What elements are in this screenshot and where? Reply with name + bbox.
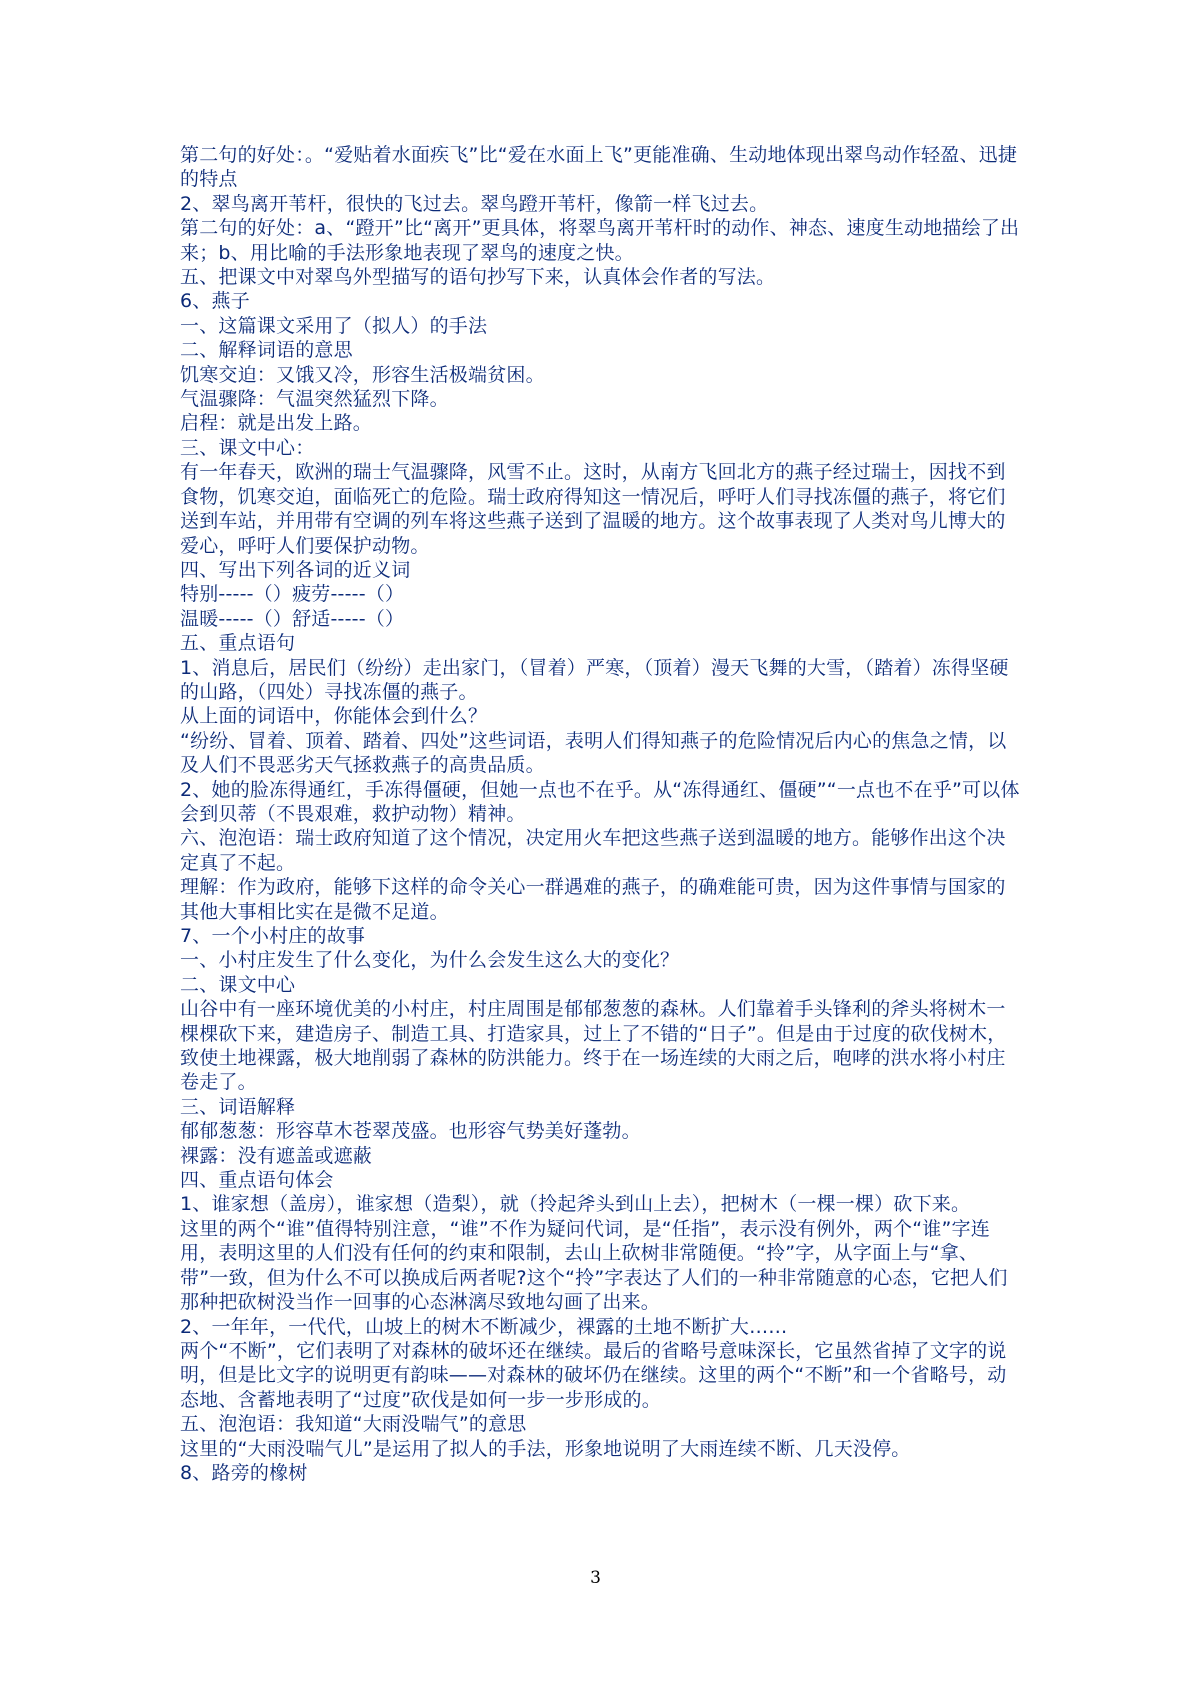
text-paragraph: 第二句的好处：a、“蹬开”比“离开”更具体，将翠鸟离开苇杆时的动作、神态、速度生动地描绘了出来；b、用比喻的手法形象地表现了翠鸟的速度之快。 <box>180 217 1020 264</box>
text-paragraph: 两个“不断”，它们表明了对森林的破坏还在继续。最后的省略号意味深长，它虽然省掉了文字的说明，但是比文字的说明更有韵味——对森林的破坏仍在继续。这里的两个“不断”和一个省略号，动态地、含蓄地表明了“过度”砍伐是如何一步一步形成的。 <box>180 1339 1007 1411</box>
text-paragraph: 2、一年年，一代代，山坡上的树木不断减少，裸露的土地不断扩大…… <box>180 1315 788 1338</box>
text-paragraph: 饥寒交迫：又饿又冷，形容生活极端贫困。 <box>180 363 545 386</box>
text-paragraph: 五、重点语句 <box>180 632 296 655</box>
text-paragraph: 8、路旁的橡树 <box>180 1461 308 1484</box>
text-paragraph: 1、消息后，居民们（纷纷）走出家门，（冒着）严寒，（顶着）漫天飞舞的大雪，（踏着）冻得坚硬的山路，（四处）寻找冻僵的燕子。 <box>180 656 1009 703</box>
text-paragraph: 二、解释词语的意思 <box>180 339 353 362</box>
text-paragraph: 三、课文中心： <box>180 436 315 459</box>
text-paragraph: 四、写出下列各词的近义词 <box>180 558 411 581</box>
text-paragraph: 1、谁家想（盖房），谁家想（造梨），就（拎起斧头到山上去），把树木（一棵一棵）砍下来。 <box>180 1193 971 1216</box>
text-paragraph: 7、一个小村庄的故事 <box>180 925 366 947</box>
text-paragraph: 启程：就是出发上路。 <box>180 412 373 435</box>
text-paragraph: 一、小村庄发生了什么变化，为什么会发生这么大的变化？ <box>180 949 680 972</box>
text-paragraph: 三、词语解释 <box>180 1095 296 1118</box>
text-paragraph: 特别-----（）疲劳-----（） <box>180 583 405 606</box>
text-paragraph: 五、把课文中对翠鸟外型描写的语句抄写下来，认真体会作者的写法。 <box>180 266 776 289</box>
text-paragraph: 一、这篇课文采用了（拟人）的手法 <box>180 314 488 337</box>
text-paragraph: 第二句的好处：。“爱贴着水面疾飞”比“爱在水面上飞”更能准确、生动地体现出翠鸟动作轻盈、迅捷的特点 <box>180 144 1018 191</box>
text-paragraph: 六、泡泡语：瑞士政府知道了这个情况，决定用火车把这些燕子送到温暖的地方。能够作出这个决定真了不起。 <box>180 827 1006 874</box>
text-paragraph: 二、课文中心 <box>180 973 296 996</box>
text-paragraph: “纷纷、冒着、顶着、踏着、四处”这些词语，表明人们得知燕子的危险情况后内心的焦急之情，以及人们不畏恶劣天气拯救燕子的高贵品质。 <box>180 729 1007 777</box>
text-paragraph: 这里的两个“谁”值得特别注意，“谁”不作为疑问代词，是“任指”，表示没有例外，两个“谁”字连用，表明这里的人们没有任何的约束和限制，去山上砍树非常随便。“拎”字，从字面上与“拿、带”一致，但为什么不可以换成后两者呢?这个“拎”字表达了人们的一种非常随意的心态，它把人们那种把砍树没当作一回事的心态淋漓尽致地勾画了出来。 <box>180 1217 1008 1314</box>
text-paragraph: 从上面的词语中，你能体会到什么？ <box>180 705 488 728</box>
text-paragraph: 2、翠鸟离开苇杆，很快的飞过去。翠鸟蹬开苇杆，像箭一样飞过去。 <box>180 192 769 215</box>
text-paragraph: 五、泡泡语：我知道“大雨没喘气”的意思 <box>180 1413 527 1436</box>
text-paragraph: 2、她的脸冻得通红，手冻得僵硬，但她一点也不在乎。从“冻得通红、僵硬”“一点也不在乎”可以体会到贝蒂（不畏艰难，救护动物）精神。 <box>180 778 1020 825</box>
text-paragraph: 气温骤降：气温突然猛烈下降。 <box>180 388 449 411</box>
text-paragraph: 理解：作为政府，能够下这样的命令关心一群遇难的燕子，的确难能可贵，因为这件事情与国家的其他大事相比实在是微不足道。 <box>180 876 1006 923</box>
document-body <box>180 143 1020 1485</box>
text-paragraph: 山谷中有一座环境优美的小村庄，村庄周围是郁郁葱葱的森林。人们靠着手头锋利的斧头将树木一棵棵砍下来，建造房子、制造工具、打造家具，过上了不错的“日子”。但是由于过度的砍伐树木，致使土地裸露，极大地削弱了森林的防洪能力。终于在一场连续的大雨之后，咆哮的洪水将小村庄卷走了。 <box>180 998 1007 1094</box>
text-paragraph: 四、重点语句体会 <box>180 1169 334 1192</box>
text-paragraph: 这里的“大雨没喘气儿”是运用了拟人的手法，形象地说明了大雨连续不断、几天没停。 <box>180 1437 911 1460</box>
text-paragraph: 有一年春天，欧洲的瑞士气温骤降，风雪不止。这时，从南方飞回北方的燕子经过瑞士，因找不到食物，饥寒交迫，面临死亡的危险。瑞士政府得知这一情况后，呼吁人们寻找冻僵的燕子，将它们送到车站，并用带有空调的列车将这些燕子送到了温暖的地方。这个故事表现了人类对鸟儿博大的爱心，呼吁人们要保护动物。 <box>180 461 1006 557</box>
page-number: 3 <box>590 1568 601 1588</box>
text-paragraph: 裸露：没有遮盖或遮蔽 <box>180 1144 373 1167</box>
text-paragraph: 温暖-----（）舒适-----（） <box>180 607 405 630</box>
text-paragraph: 郁郁葱葱：形容草木苍翠茂盛。也形容气势美好蓬勃。 <box>180 1120 641 1143</box>
text-paragraph: 6、燕子 <box>180 290 250 313</box>
